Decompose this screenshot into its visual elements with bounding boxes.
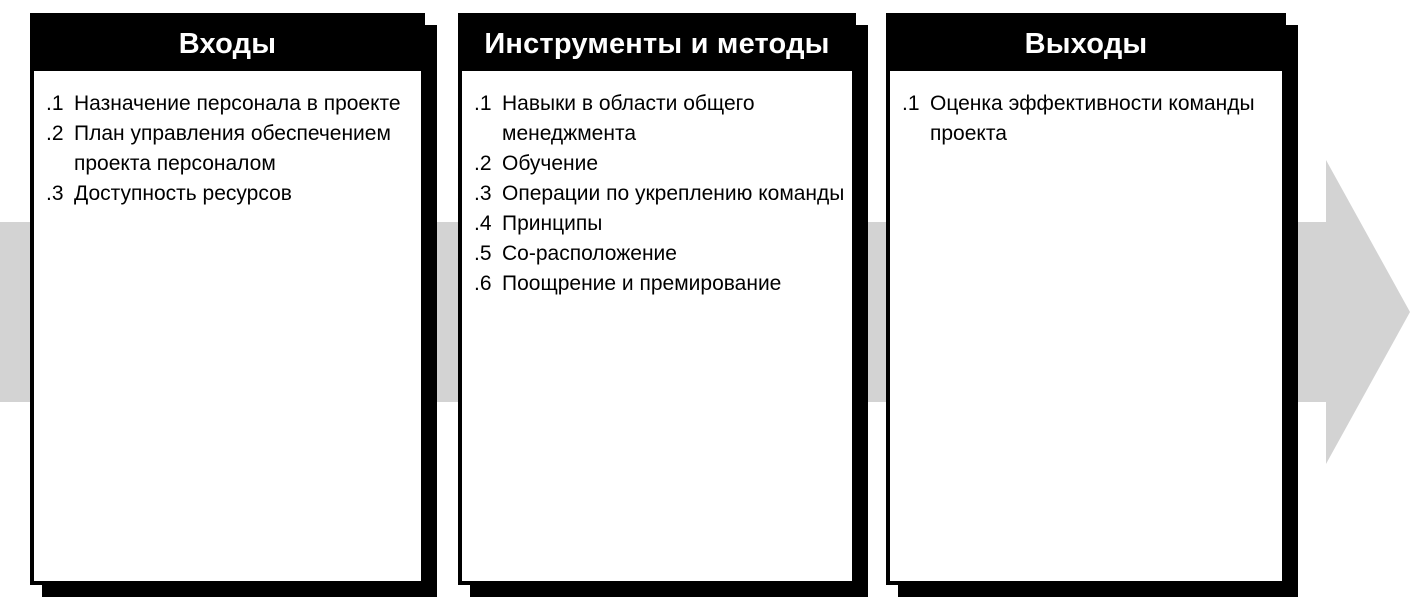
list-item [902,89,1276,149]
panel-inputs [30,13,425,585]
item-number: .5 [474,242,492,265]
panel-title: Инструменты и методы [484,28,830,60]
item-text: Операции по укреплению команды [502,182,845,205]
item-number: .3 [46,182,64,205]
item-text: Обучение [502,152,599,175]
panel-content [34,71,421,581]
list-item [474,179,846,209]
item-number: .1 [474,92,492,115]
panel-frame [458,13,856,585]
item-text: План управления обеспечением проекта персоналом [74,122,391,175]
item-text: Назначение персонала в проекте [74,92,401,115]
list-item [46,119,415,179]
panel-content [462,71,852,581]
item-number: .4 [474,212,492,235]
item-number: .6 [474,272,492,295]
item-list [46,89,415,209]
item-list [474,89,846,299]
panel-title: Входы [178,28,277,60]
item-text: Навыки в области общего менеджмента [502,92,755,145]
panel-tools-and-methods [458,13,856,585]
item-list [902,89,1276,149]
list-item [46,179,415,209]
panel-content [890,71,1282,581]
item-text: Оценка эффективности команды проекта [930,92,1255,145]
item-text: Поощрение и премирование [502,272,782,295]
list-item [474,239,846,269]
panel-title: Выходы [1024,28,1148,60]
list-item [474,209,846,239]
item-text: Принципы [502,212,603,235]
list-item [474,89,846,149]
item-text: Со-расположение [502,242,677,265]
item-number: .1 [46,92,64,115]
item-text: Доступность ресурсов [74,182,292,205]
item-number: .2 [474,152,492,175]
panel-frame [886,13,1286,585]
list-item [46,89,415,119]
panel-outputs [886,13,1286,585]
panel-frame [30,13,425,585]
item-number: .3 [474,182,492,205]
item-number: .1 [902,92,920,115]
list-item [474,269,846,299]
item-number: .2 [46,122,64,145]
list-item [474,149,846,179]
